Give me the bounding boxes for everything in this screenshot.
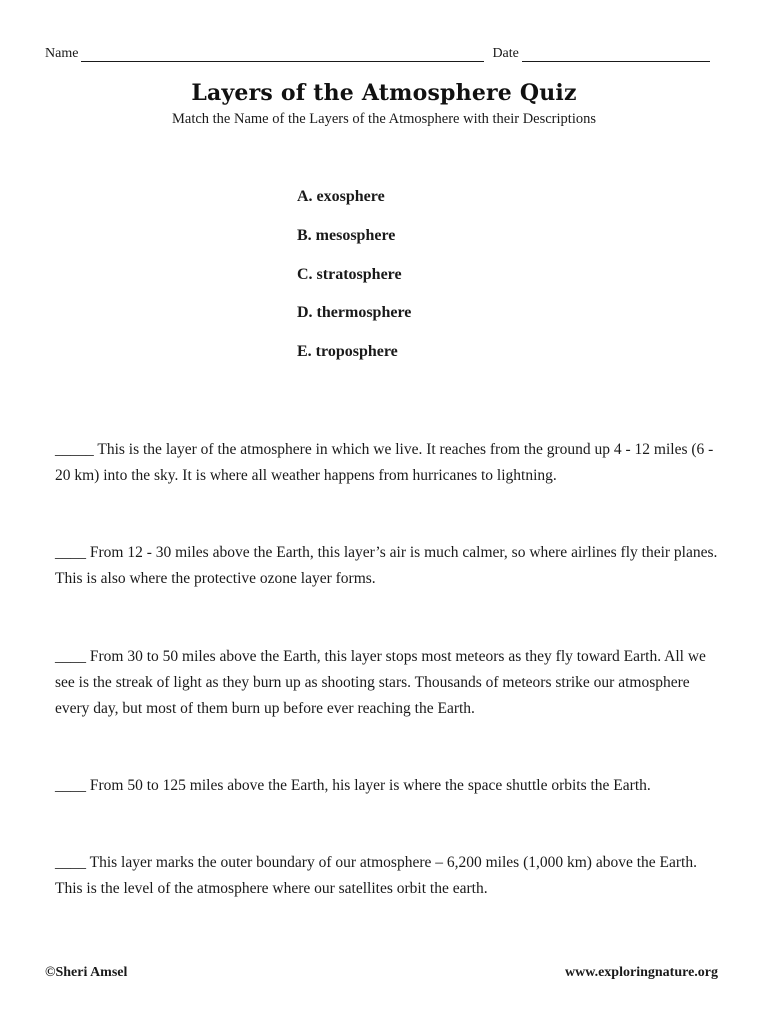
question-2: [55, 540, 725, 592]
question-1: [55, 437, 725, 489]
answer-blank-2[interactable]: ____: [55, 544, 86, 561]
page-title: Layers of the Atmosphere Quiz: [191, 80, 577, 106]
option-a: A. exosphere: [297, 188, 385, 205]
question-4-text: From 50 to 125 miles above the Earth, his layer is where the space shuttle orbits the Earth.: [89, 777, 651, 794]
option-d: D. thermosphere: [297, 304, 412, 322]
question-5: [55, 850, 725, 902]
name-blank[interactable]: [81, 47, 484, 62]
question-3: [55, 644, 725, 722]
answer-blank-1[interactable]: _____: [55, 441, 94, 458]
question-5-text: This layer marks the outer boundary of our atmosphere – 6,200 miles (1,000 km) above the Earth. This is the level of the atmosphere where our satellites orbit the earth.: [55, 854, 697, 897]
page-subtitle: Match the Name of the Layers of the Atmosphere with their Descriptions: [171, 111, 596, 127]
question-2-text: From 12 - 30 miles above the Earth, this layer’s air is much calmer, so where airlines fly their planes. This is also where the protective ozone layer forms.: [55, 544, 718, 587]
date-label: Date: [492, 46, 519, 61]
website-link[interactable]: www.exploringnature.org: [565, 965, 718, 980]
answer-options-list: [297, 186, 411, 380]
date-blank[interactable]: [522, 47, 710, 62]
answer-blank-5[interactable]: ____: [55, 854, 86, 871]
header-fields: [45, 42, 719, 62]
answer-blank-4[interactable]: ____: [55, 777, 86, 794]
option-b: B. mesosphere: [297, 226, 396, 244]
question-4: [55, 773, 725, 799]
name-label: Name: [45, 46, 79, 61]
question-3-text: From 30 to 50 miles above the Earth, this layer stops most meteors as they fly toward Earth. All we see is the streak of light as they burn up as shooting stars. Thousands of meteors strike our atmosphere every day, but most of them burn up before ever reaching the Earth.: [55, 648, 706, 717]
answer-blank-3[interactable]: ____: [55, 648, 86, 665]
copyright-text: ©Sheri Amsel: [45, 965, 128, 980]
option-e: E. troposphere: [297, 343, 398, 361]
option-c: C. stratosphere: [297, 265, 402, 283]
question-1-text: This is the layer of the atmosphere in which we live. It reaches from the ground up 4 - 12 miles (6 - 20 km) into the sky. It is where all weather happens from hurricanes to lightning.: [55, 441, 714, 484]
